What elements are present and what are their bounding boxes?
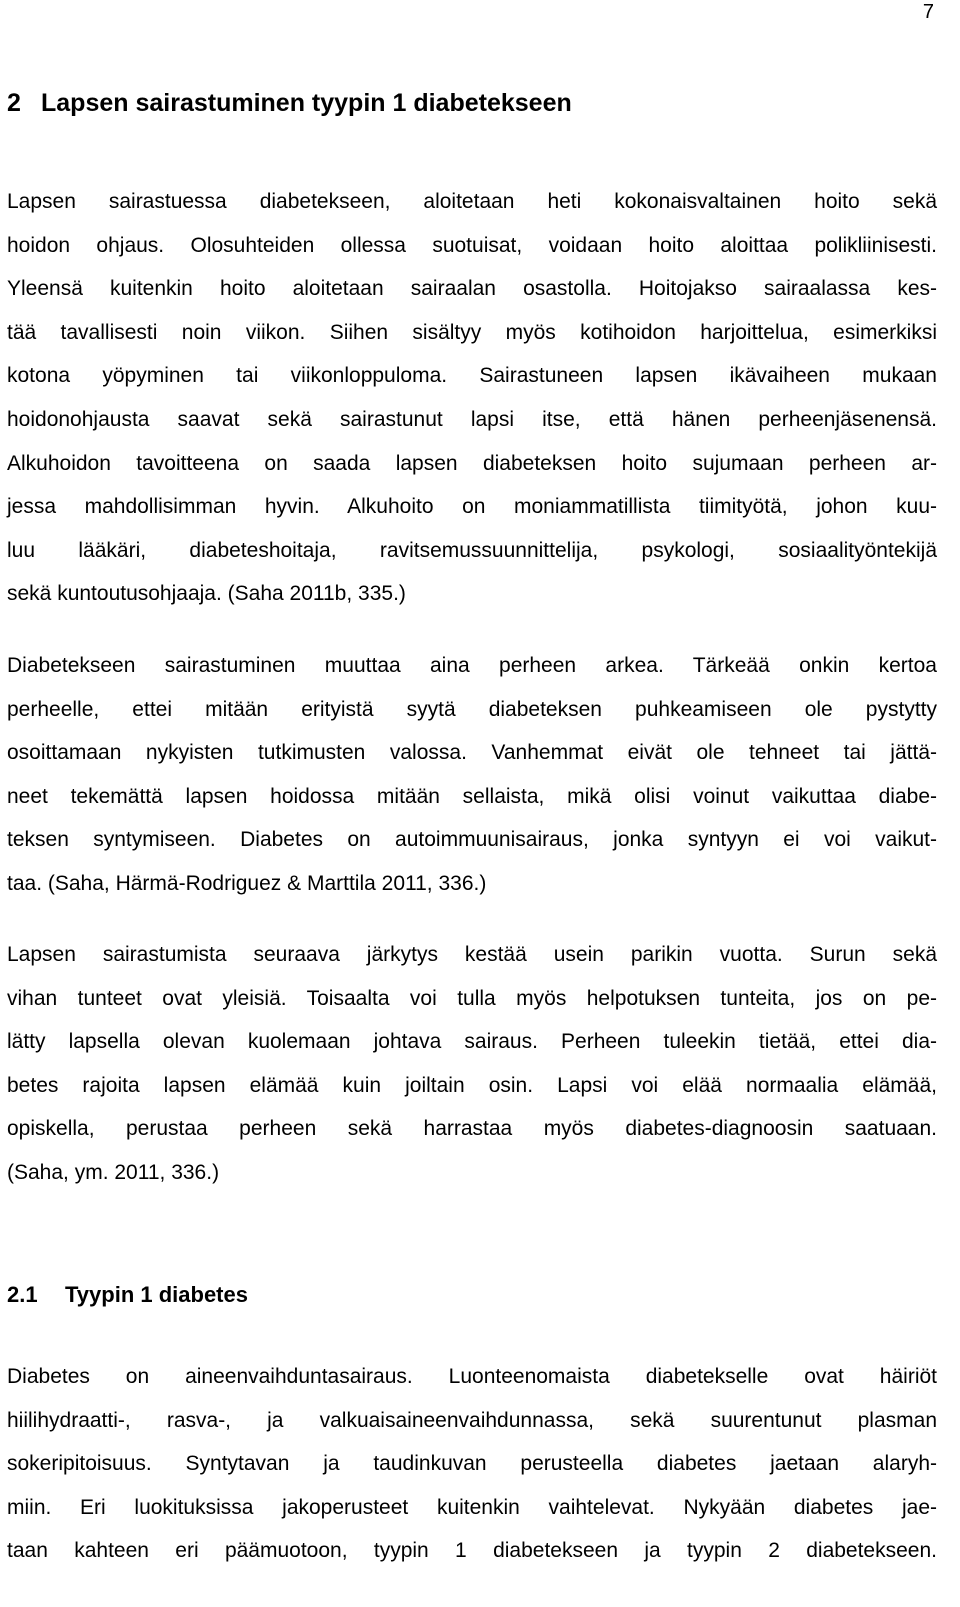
- paragraph-emotional-shock: [7, 933, 937, 1195]
- text-line: hoidonohjausta saavat sekä sairastunut lapsi itse, että hänen perheenjäsenensä.: [7, 407, 937, 431]
- text-line: (Saha, ym. 2011, 336.): [7, 1160, 220, 1184]
- text-line: Diabetes on aineenvaihduntasairaus. Luonteenomaista diabetekselle ovat häiriöt: [7, 1365, 937, 1388]
- section-title: Tyypin 1 diabetes: [65, 1282, 248, 1307]
- paragraph-family-life: [7, 644, 937, 906]
- text-line: Yleensä kuitenkin hoito aloitetaan sairaalan osastolla. Hoitojakso sairaalassa kes-: [7, 277, 937, 301]
- chapter-heading: [7, 86, 572, 120]
- text-line: osoittamaan nykyisten tutkimusten valossa. Vanhemmat eivät ole tehneet tai jättä-: [7, 741, 937, 765]
- paragraph-initial-care: [7, 180, 937, 616]
- text-line: tää tavallisesti noin viikon. Siihen sisältyy myös kotihoidon harjoittelua, esimerkiksi: [7, 320, 937, 344]
- text-line: Diabetekseen sairastuminen muuttaa aina perheen arkea. Tärkeää onkin kertoa: [7, 654, 937, 677]
- text-line: hoidon ohjaus. Olosuhteiden ollessa suotuisat, voidaan hoito aloittaa polikliinisesti.: [7, 233, 937, 257]
- section-heading: [7, 1278, 248, 1312]
- text-line: taan kahteen eri päämuotoon, tyypin 1 diabetekseen ja tyypin 2 diabetekseen.: [7, 1539, 937, 1563]
- text-line: taa. (Saha, Härmä-Rodriguez & Marttila 2011, 336.): [7, 871, 487, 895]
- text-line: teksen syntymiseen. Diabetes on autoimmuunisairaus, jonka syntyyn ei voi vaikut-: [7, 828, 937, 852]
- section-number: 2.1: [7, 1282, 38, 1307]
- text-line: betes rajoita lapsen elämää kuin joiltain osin. Lapsi voi elää normaalia elämää,: [7, 1073, 937, 1097]
- text-line: kotona yöpyminen tai viikonloppuloma. Sairastuneen lapsen ikävaiheen mukaan: [7, 364, 937, 388]
- text-line: sokeripitoisuus. Syntytavan ja taudinkuvan perusteella diabetes jaetaan alaryh-: [7, 1452, 937, 1476]
- text-line: Lapsen sairastuessa diabetekseen, aloitetaan heti kokonaisvaltainen hoito sekä: [7, 190, 937, 213]
- text-line: miin. Eri luokituksissa jakoperusteet kuitenkin vaihtelevat. Nykyään diabetes jae-: [7, 1495, 937, 1519]
- text-line: hiilihydraatti-, rasva-, ja valkuaisaineenvaihdunnassa, sekä suurentunut plasman: [7, 1408, 937, 1432]
- text-line: luu lääkäri, diabeteshoitaja, ravitsemussuunnittelija, psykologi, sosiaalityöntekijä: [7, 538, 937, 562]
- text-line: sekä kuntoutusohjaaja. (Saha 2011b, 335.): [7, 582, 406, 606]
- text-line: opiskella, perustaa perheen sekä harrastaa myös diabetes-diagnoosin saatuaan.: [7, 1117, 937, 1141]
- paragraph-type1-definition: [7, 1355, 937, 1573]
- text-line: lätty lapsella olevan kuolemaan johtava sairaus. Perheen tuleekin tietää, ettei dia-: [7, 1030, 937, 1054]
- text-line: Lapsen sairastumista seuraava järkytys kestää usein parikin vuotta. Surun sekä: [7, 943, 937, 966]
- chapter-title: Lapsen sairastuminen tyypin 1 diabetekseen: [41, 89, 572, 117]
- text-line: Alkuhoidon tavoitteena on saada lapsen diabeteksen hoito sujumaan perheen ar-: [7, 451, 937, 475]
- text-line: perheelle, ettei mitään erityistä syytä diabeteksen puhkeamiseen ole pystytty: [7, 697, 937, 721]
- text-line: neet tekemättä lapsen hoidossa mitään sellaista, mikä olisi voinut vaikuttaa diabe-: [7, 784, 937, 808]
- chapter-number: 2: [7, 89, 21, 117]
- page-number: 7: [922, 1, 934, 23]
- text-line: vihan tunteet ovat yleisiä. Toisaalta voi tulla myös helpotuksen tunteita, jos on pe-: [7, 986, 937, 1010]
- text-line: jessa mahdollisimman hyvin. Alkuhoito on moniammatillista tiimityötä, johon kuu-: [7, 495, 937, 519]
